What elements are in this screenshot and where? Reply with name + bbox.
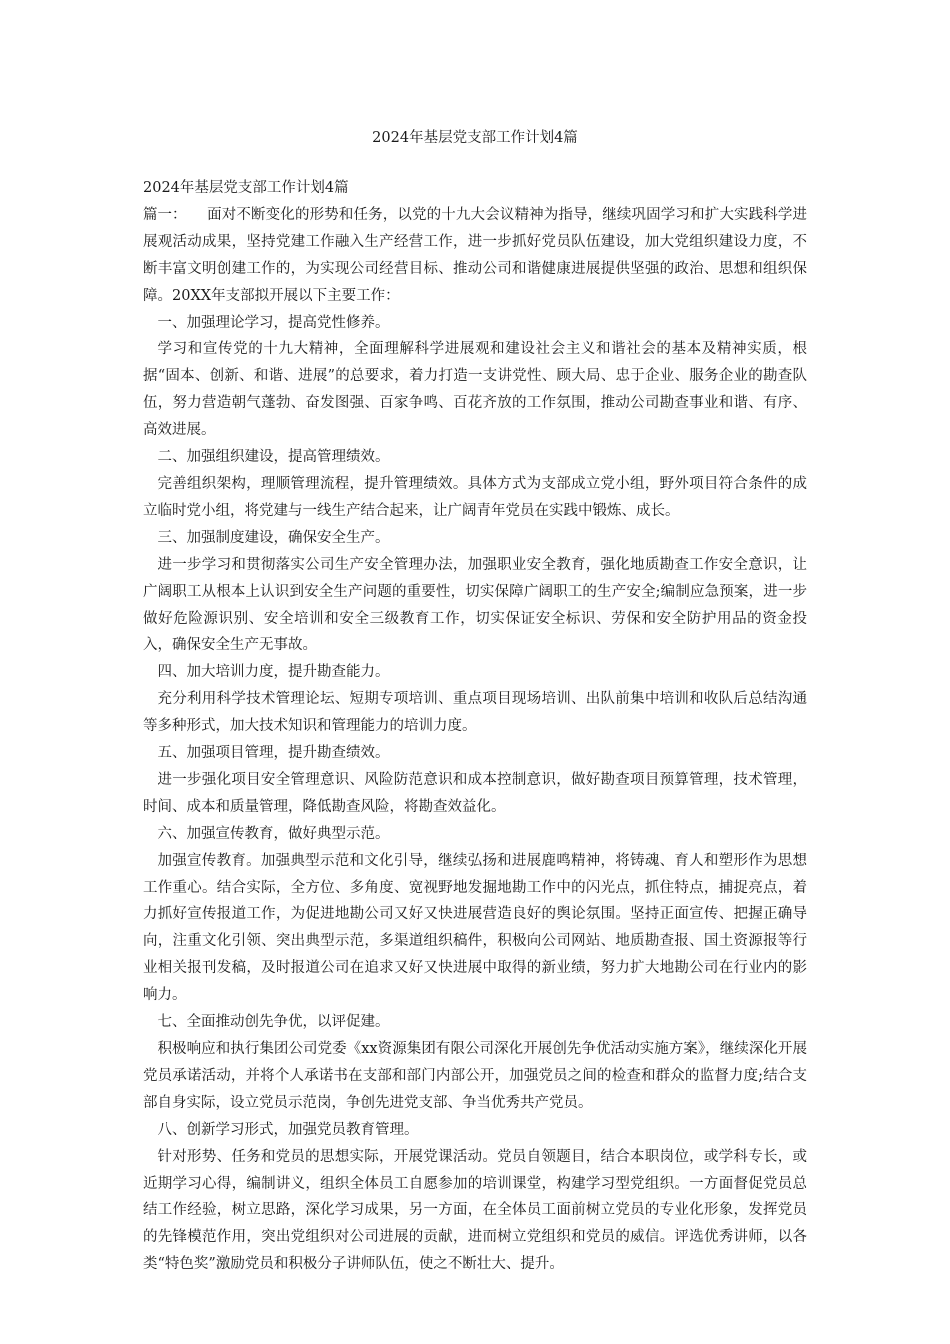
section-heading: 一、加强理论学习，提高党性修养。 xyxy=(157,314,390,331)
section-heading: 二、加强组织建设，提高管理绩效。 xyxy=(157,449,390,466)
section-heading: 四、加大培训力度，提升勘查能力。 xyxy=(157,664,390,681)
section-heading: 七、全面推动创先争优，以评促建。 xyxy=(157,1014,390,1031)
section-heading: 八、创新学习形式，加强党员教育管理。 xyxy=(157,1121,419,1138)
section-heading: 六、加强宣传教育，做好典型示范。 xyxy=(157,825,390,842)
section-body: 充分利用科学技术管理论坛、短期专项培训、重点项目现场培训、出队前集中培训和收队后总结沟通等多种形式，加大技术知识和管理能力的培训力度。 xyxy=(143,691,807,735)
page-title: 2024年基层党支部工作计划4篇 xyxy=(372,130,578,146)
section-body: 进一步强化项目安全管理意识、风险防范意识和成本控制意识，做好勘查项目预算管理，技术管理，时间、成本和质量管理，降低勘查风险，将勘查效益化。 xyxy=(143,771,807,815)
section-body: 学习和宣传党的十九大精神，全面理解科学进展观和建设社会主义和谐社会的基本及精神实质，根据“固本、创新、和谐、进展”的总要求，着力打造一支讲党性、顾大局、忠于企业、服务企业的勘查队伍，努力营造朝气蓬勃、奋发图强、百家争鸣、百花齐放的工作氛围，推动公司勘查事业和谐、有序、高效进展。 xyxy=(143,341,807,439)
document-subtitle: 2024年基层党支部工作计划4篇 xyxy=(143,180,349,196)
section-heading: 三、加强制度建设，确保安全生产。 xyxy=(157,529,390,546)
intro-text: 面对不断变化的形势和任务，以党的十九大会议精神为指导，继续巩固学习和扩大实践科学进展观活动成果，坚持党建工作融入生产经营工作，进一步抓好党员队伍建设，加大党组织建设力度，不断丰富文明创建工作的，为实现公司经营目标、推动公司和谐健康进展提供坚强的政治、思想和组织保障。20XX年支部拟开展以下主要工作： xyxy=(143,206,807,304)
document-body xyxy=(143,175,807,1278)
section-heading: 五、加强项目管理，提升勘查绩效。 xyxy=(157,745,390,762)
section-body: 进一步学习和贯彻落实公司生产安全管理办法，加强职业安全教育，强化地质勘查工作安全意识，让广阔职工从根本上认识到安全生产问题的重要性，切实保障广阔职工的生产安全;编制应急预案，进一步做好危险源识别、安全培训和安全三级教育工作，切实保证安全标识、劳保和安全防护用品的资金投入，确保安全生产无事故。 xyxy=(143,556,807,654)
section-body: 完善组织架构，理顺管理流程，提升管理绩效。具体方式为支部成立党小组，野外项目符合条件的成立临时党小组，将党建与一线生产结合起来，让广阔青年党员在实践中锻炼、成长。 xyxy=(143,475,807,519)
intro-paragraph xyxy=(143,202,807,310)
section-body: 加强宣传教育。加强典型示范和文化引导，继续弘扬和进展鹿鸣精神，将铸魂、育人和塑形作为思想工作重心。结合实际，全方位、多角度、宽视野地发掘地勘工作中的闪光点，抓住特点，捕捉亮点，着力抓好宣传报道工作，为促进地勘公司又好又快进展营造良好的舆论氛围。坚持正面宣传、把握正确导向，注重文化引领、突出典型示范，多渠道组织稿件，积极向公司网站、地质勘查报、国土资源报等行业相关报刊发稿，及时报道公司在追求又好又快进展中取得的新业绩，努力扩大地勘公司在行业内的影响力。 xyxy=(143,852,807,1004)
section-body: 积极响应和执行集团公司党委《xx资源集团有限公司深化开展创先争优活动实施方案》，继续深化开展党员承诺活动，并将个人承诺书在支部和部门内部公开，加强党员之间的检查和群众的监督力度;结合支部自身实际，设立党员示范岗，争创先进党支部、争当优秀共产党员。 xyxy=(143,1041,807,1111)
section-body: 针对形势、任务和党员的思想实际，开展党课活动。党员自领题目，结合本职岗位，或学科专长，或近期学习心得，编制讲义，组织全体员工自愿参加的培训课堂，构建学习型党组织。一方面督促党员总结工作经验，树立思路，深化学习成果，另一方面，在全体员工面前树立党员的专业化形象，发挥党员的先锋模范作用，突出党组织对公司进展的贡献，进而树立党组织和党员的威信。评选优秀讲师，以各类“特色奖”激励党员和积极分子讲师队伍，使之不断壮大、提升。 xyxy=(143,1148,807,1273)
chapter-label: 篇一： xyxy=(143,206,187,223)
